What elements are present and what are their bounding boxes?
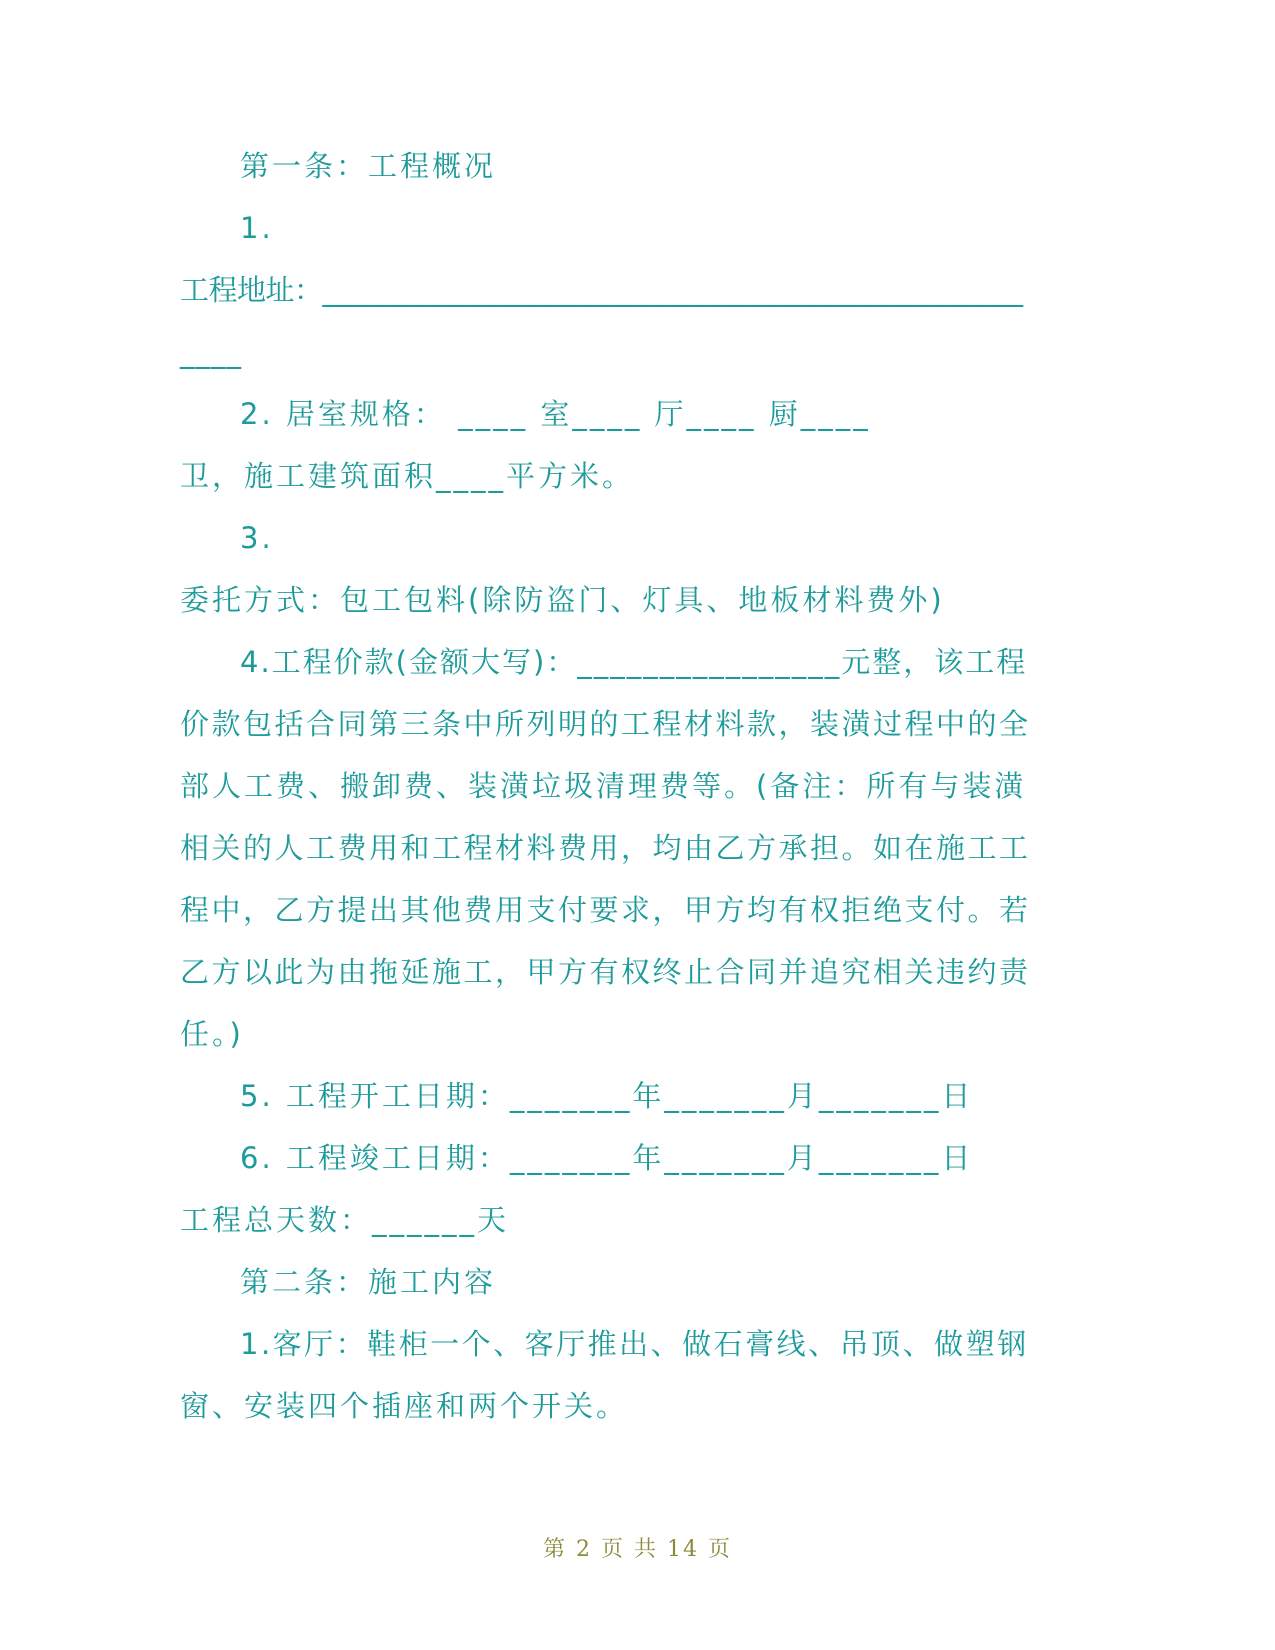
price-line: 4.工程价款(金额大写)：________________元整，该工程	[240, 645, 1028, 679]
room-spec-continuation: 卫，施工建筑面积____平方米。	[180, 459, 635, 493]
page-footer: 第 2 页 共 14 页	[543, 1537, 732, 1562]
room-spec-line: 2. 居室规格： ____ 室____ 厅____ 厨____	[240, 397, 871, 431]
project-address-line: 工程地址：__________________________________________________	[180, 273, 1023, 307]
living-room-continuation: 窗、安装四个插座和两个开关。	[180, 1389, 629, 1423]
price-paragraph-line-3: 部人工费、搬卸费、装潢垃圾清理费等。(备注：所有与装潢	[180, 769, 1027, 803]
section-heading-1: 第一条：工程概况	[240, 149, 497, 183]
completion-date-line: 6. 工程竣工日期：_______年_______月_______日	[240, 1141, 974, 1175]
price-paragraph-line-2: 价款包括合同第三条中所列明的工程材料款，装潢过程中的全	[180, 707, 1031, 741]
price-paragraph-line-4: 相关的人工费用和工程材料费用，均由乙方承担。如在施工工	[180, 831, 1031, 865]
living-room-line: 1.客厅：鞋柜一个、客厅推出、做石膏线、吊顶、做塑钢	[240, 1327, 1029, 1361]
item-number-1: 1.	[240, 211, 274, 245]
price-paragraph-line-6: 乙方以此为由拖延施工，甲方有权终止合同并追究相关违约责	[180, 955, 1031, 989]
entrust-method-line: 委托方式：包工包料(除防盗门、灯具、地板材料费外)	[180, 583, 945, 617]
project-address-continuation: ____	[180, 335, 242, 369]
price-paragraph-line-7: 任。)	[180, 1017, 244, 1051]
price-paragraph-line-5: 程中，乙方提出其他费用支付要求，甲方均有权拒绝支付。若	[180, 893, 1031, 927]
section-heading-2: 第二条：施工内容	[240, 1265, 497, 1299]
start-date-line: 5. 工程开工日期：_______年_______月_______日	[240, 1079, 974, 1113]
item-number-3: 3.	[240, 521, 274, 555]
total-days-line: 工程总天数：______天	[180, 1203, 510, 1237]
